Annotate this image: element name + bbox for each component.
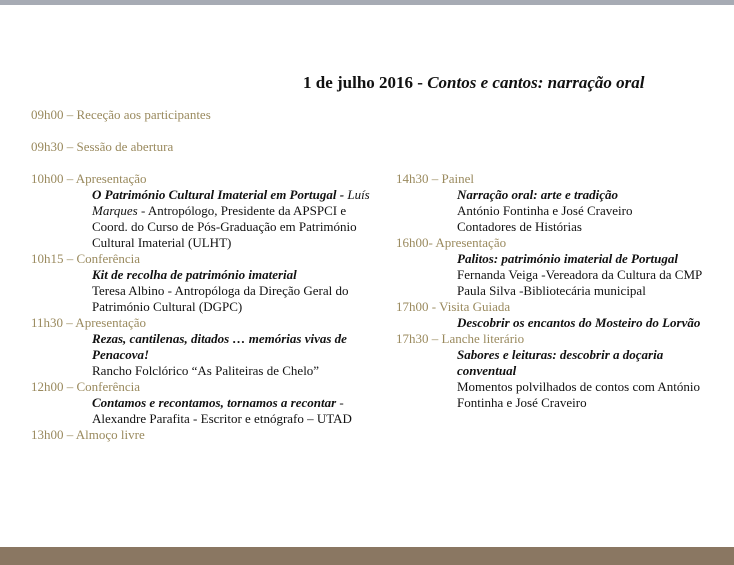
session-detail xyxy=(396,187,716,235)
page-title xyxy=(303,73,644,93)
session-detail xyxy=(396,251,716,299)
session-time: 13h00 – Almoço livre xyxy=(31,427,145,442)
talk-description: - Alexandre Parafita - Escritor e etnógrafo – UTAD xyxy=(92,395,352,426)
title-subtitle: Contos e cantos: narração oral xyxy=(427,73,645,92)
session-time: 09h30 – Sessão de abertura xyxy=(31,139,174,154)
schedule-left-column xyxy=(31,107,381,443)
talk-title: Rezas, cantilenas, ditados … memórias vivas de Penacova! xyxy=(92,331,347,362)
talk-title: Palitos: património imaterial de Portugal xyxy=(457,251,679,266)
talk-title: Descobrir os encantos do Mosteiro do Lorvão xyxy=(457,315,701,330)
talk-description: Contadores de Histórias xyxy=(457,219,582,234)
session-detail xyxy=(31,331,381,379)
talk-description: Fernanda Veiga -Vereadora da Cultura da CMP xyxy=(457,267,703,282)
session-time: 16h00- Apresentação xyxy=(396,235,507,250)
session-time: 10h00 – Apresentação xyxy=(31,171,147,186)
session-time: 09h00 – Receção aos participantes xyxy=(31,107,211,122)
talk-title: Sabores e leituras: descobrir a doçaria conventual xyxy=(457,347,664,378)
session-time: 14h30 – Painel xyxy=(396,171,474,186)
session-time: 17h00 - Visita Guiada xyxy=(396,299,511,314)
session-detail xyxy=(31,267,381,315)
session-detail xyxy=(396,315,716,331)
talk-description: António Fontinha e José Craveiro xyxy=(457,203,633,218)
session-time: 17h30 – Lanche literário xyxy=(396,331,525,346)
session-detail xyxy=(396,347,716,411)
session-detail xyxy=(31,187,381,251)
talk-description: Momentos polvilhados de contos com António Fontinha e José Craveiro xyxy=(457,379,701,410)
session-detail xyxy=(31,395,381,427)
talk-title: Narração oral: arte e tradição xyxy=(457,187,619,202)
talk-title: Kit de recolha de património imaterial xyxy=(92,267,297,282)
talk-description: Paula Silva -Bibliotecária municipal xyxy=(457,283,646,298)
top-border xyxy=(0,0,734,5)
talk-title: Contamos e recontamos, tornamos a recontar xyxy=(92,395,337,410)
session-time: 10h15 – Conferência xyxy=(31,251,141,266)
bottom-border xyxy=(0,547,734,565)
talk-title: O Património Cultural Imaterial em Portugal - xyxy=(92,187,345,202)
schedule-right-column xyxy=(396,171,716,411)
talk-author: Luís Marques xyxy=(92,187,370,218)
talk-description: Rancho Folclórico “As Paliteiras de Chelo” xyxy=(92,363,320,378)
talk-description: Teresa Albino - Antropóloga da Direção Geral do Património Cultural (DGPC) xyxy=(92,283,349,314)
title-date: 1 de julho 2016 - xyxy=(303,73,428,92)
session-time: 12h00 – Conferência xyxy=(31,379,141,394)
talk-description: - Antropólogo, Presidente da APSPCI e Coord. do Curso de Pós-Graduação em Património Cultural Imaterial (ULHT) xyxy=(92,203,357,250)
session-time: 11h30 – Apresentação xyxy=(31,315,147,330)
